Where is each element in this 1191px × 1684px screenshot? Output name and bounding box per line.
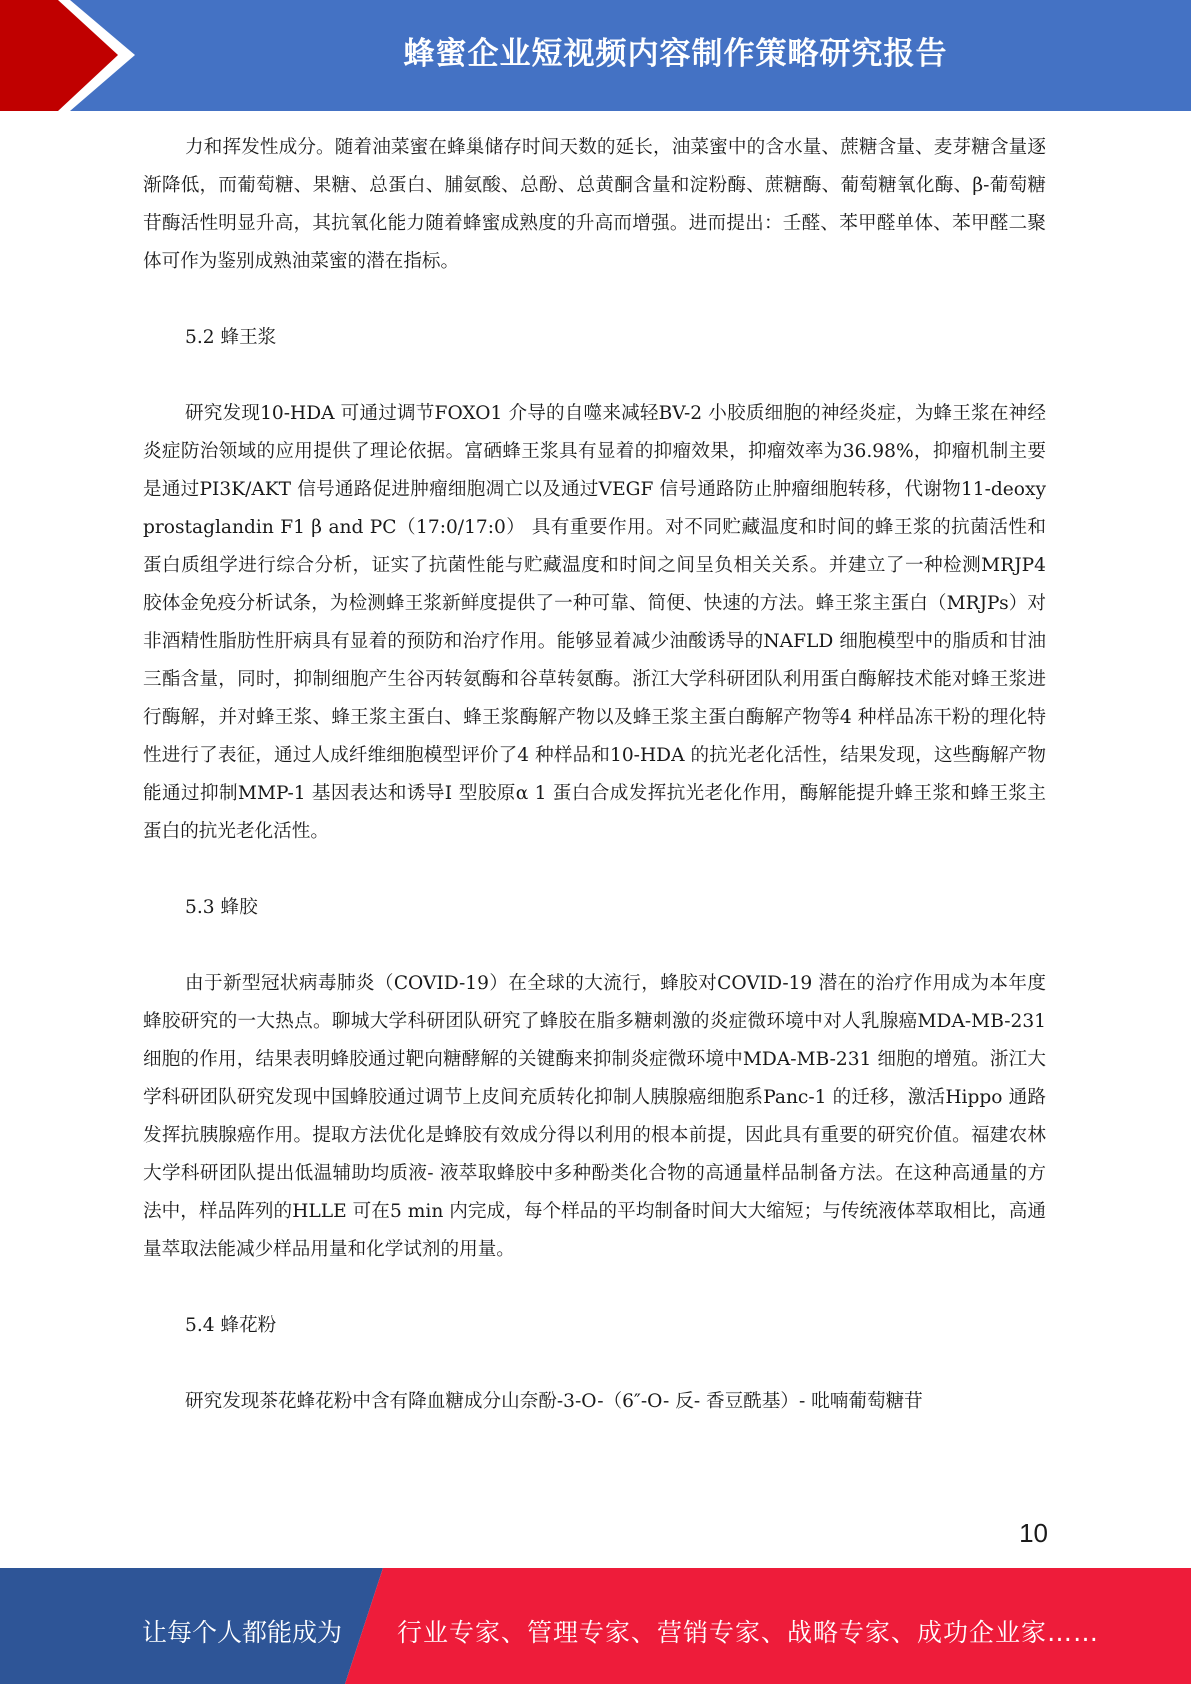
section-text-5-2: 研究发现10-HDA 可通过调节FOXO1 介导的自噬来减轻BV-2 小胶质细胞的神经炎症，为蜂王浆在神经炎症防治领域的应用提供了理论依据。富硒蜂王浆具有显着的抑瘤效果，抑瘤效率为36.98%，抑瘤机制主要是通过PI3K/AKT 信号通路促进肿瘤细胞凋亡以及通过VEGF 信号通路防止肿瘤细胞转移，代谢物11-deoxy prostaglandin F1 β and PC（17:0/17:0） 具有重要作用。对不同贮藏温度和时间的蜂王浆的抗菌活性和蛋白质组学进行综合分析，证实了抗菌性能与贮藏温度和时间之间呈负相关关系。并建立了一种检测MRJP4 胶体金免疫分析试条，为检测蜂王浆新鲜度提供了一种可靠、简便、快速的方法。蜂王浆主蛋白（MRJPs）对非酒精性脂肪性肝病具有显着的预防和治疗作用。能够显着减少油酸诱导的NAFLD 细胞模型中的脂质和甘油三酯含量，同时，抑制细胞产生谷丙转氨酶和谷草转氨酶。浙江大学科研团队利用蛋白酶解技术能对蜂王浆进行酶解，并对蜂王浆、蜂王浆主蛋白、蜂王浆酶解产物以及蜂王浆主蛋白酶解产物等4 种样品冻干粉的理化特性进行了表征，通过人成纤维细胞模型评价了4 种样品和10-HDA 的抗光老化活性，结果发现，这些酶解产物能通过抑制MMP-1 基因表达和诱导Ⅰ 型胶原α 1 蛋白合成发挥抗光老化作用，酶解能提升蜂王浆和蜂王浆主蛋白的抗光老化活性。 <box>143 403 1046 842</box>
page-header <box>0 0 1191 111</box>
report-title: 蜂蜜企业短视频内容制作策略研究报告 <box>403 36 948 72</box>
page-number: 10 <box>1019 1518 1048 1548</box>
footer-slogan-right: 行业专家、管理专家、营销专家、战略专家、成功企业家…… <box>397 1618 1100 1647</box>
section-heading-5-4: 5.4 蜂花粉 <box>185 1315 277 1336</box>
section-text-5-3: 由于新型冠状病毒肺炎（COVID-19）在全球的大流行，蜂胶对COVID-19 潜在的治疗作用成为本年度蜂胶研究的一大热点。聊城大学科研团队研究了蜂胶在脂多糖刺激的炎症微环境中对人乳腺癌MDA-MB-231 细胞的作用，结果表明蜂胶通过靶向糖酵解的关键酶来抑制炎症微环境中MDA-MB-231 细胞的增殖。浙江大学科研团队研究发现中国蜂胶通过调节上皮间充质转化抑制人胰腺癌细胞系Panc-1 的迁移，激活Hippo 通路发挥抗胰腺癌作用。提取方法优化是蜂胶有效成分得以利用的根本前提，因此具有重要的研究价值。福建农林大学科研团队提出低温辅助均质液- 液萃取蜂胶中多种酚类化合物的高通量样品制备方法。在这种高通量的方法中，样品阵列的HLLE 可在5 min 内完成，每个样品的平均制备时间大大缩短；与传统液体萃取相比，高通量萃取法能减少样品用量和化学试剂的用量。 <box>143 973 1046 1260</box>
section-text-5-4: 研究发现茶花蜂花粉中含有降血糖成分山奈酚-3-O-（6″-O- 反- 香豆酰基）- 吡喃葡萄糖苷 <box>185 1391 923 1412</box>
page-footer <box>0 1568 1191 1684</box>
section-heading-5-2: 5.2 蜂王浆 <box>185 327 277 348</box>
footer-slogan-left: 让每个人都能成为 <box>142 1618 343 1647</box>
document-body <box>143 129 1046 1421</box>
paragraph-continued: 力和挥发性成分。随着油菜蜜在蜂巢储存时间天数的延长，油菜蜜中的含水量、蔗糖含量、麦芽糖含量逐渐降低，而葡萄糖、果糖、总蛋白、脯氨酸、总酚、总黄酮含量和淀粉酶、蔗糖酶、葡萄糖氧化酶、β-葡萄糖苷酶活性明显升高，其抗氧化能力随着蜂蜜成熟度的升高而增强。进而提出：壬醛、苯甲醛单体、苯甲醛二聚体可作为鉴别成熟油菜蜜的潜在指标。 <box>143 137 1046 272</box>
section-heading-5-3: 5.3 蜂胶 <box>185 897 258 918</box>
